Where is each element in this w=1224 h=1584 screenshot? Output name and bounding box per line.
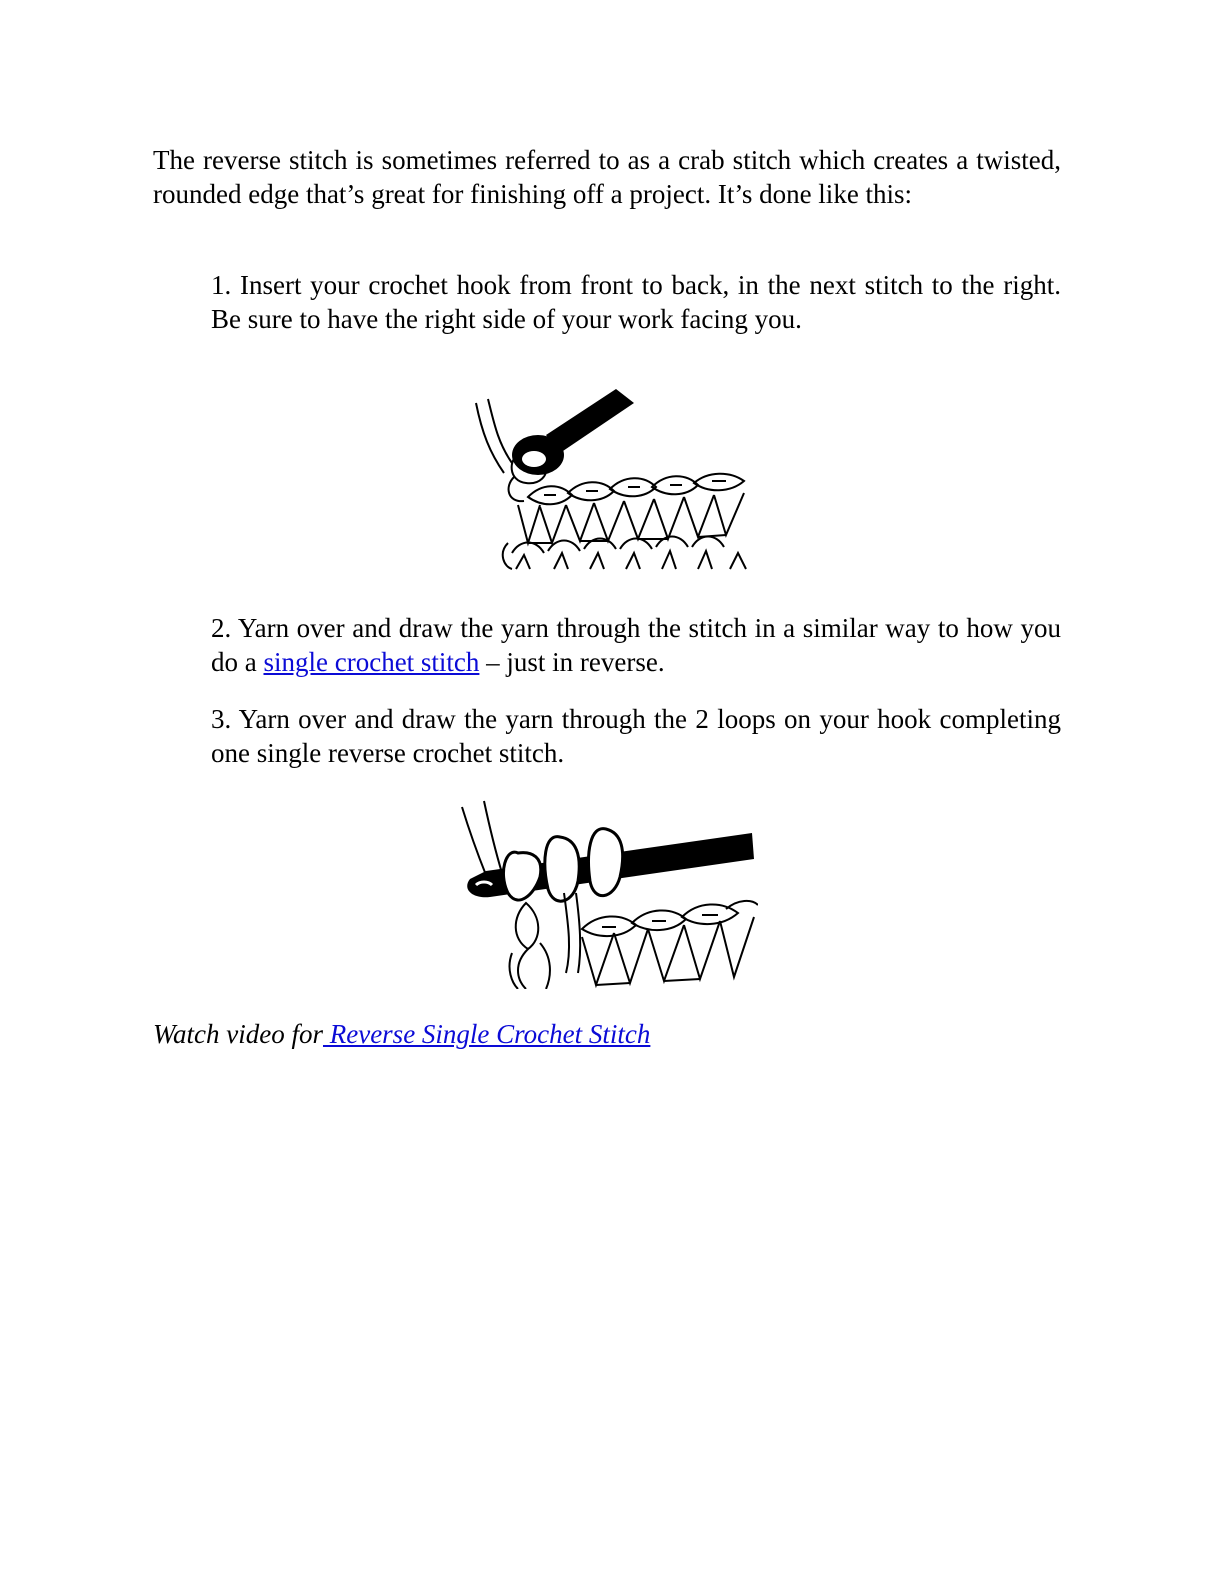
intro-paragraph: The reverse stitch is sometimes referred to as a crab stitch which creates a twisted, rounded edge that’s great for finishing off a project. It’s done like this: — [153, 145, 1061, 209]
step-1-paragraph: 1. Insert your crochet hook from front to back, in the next stitch to the right. Be sure to have the right side of your work facing you. — [211, 270, 1061, 334]
step-2-paragraph — [211, 611, 1061, 679]
step-2-text: 2. Yarn over and draw the yarn through the stitch in a similar way to how you do a — [211, 613, 1061, 677]
single-crochet-stitch-link[interactable]: single crochet stitch — [263, 647, 480, 677]
crochet-step-3-illustration — [456, 793, 758, 989]
step-2-text-after: – just in reverse. — [479, 647, 665, 677]
crochet-step-1-illustration — [468, 383, 756, 575]
watch-video-line — [153, 1017, 650, 1051]
watch-video-prefix: Watch video for — [153, 1019, 323, 1049]
step-3-paragraph: 3. Yarn over and draw the yarn through the 2 loops on your hook completing one single reverse crochet stitch. — [211, 704, 1061, 768]
reverse-single-crochet-video-link[interactable]: Reverse Single Crochet Stitch — [322, 1019, 651, 1049]
